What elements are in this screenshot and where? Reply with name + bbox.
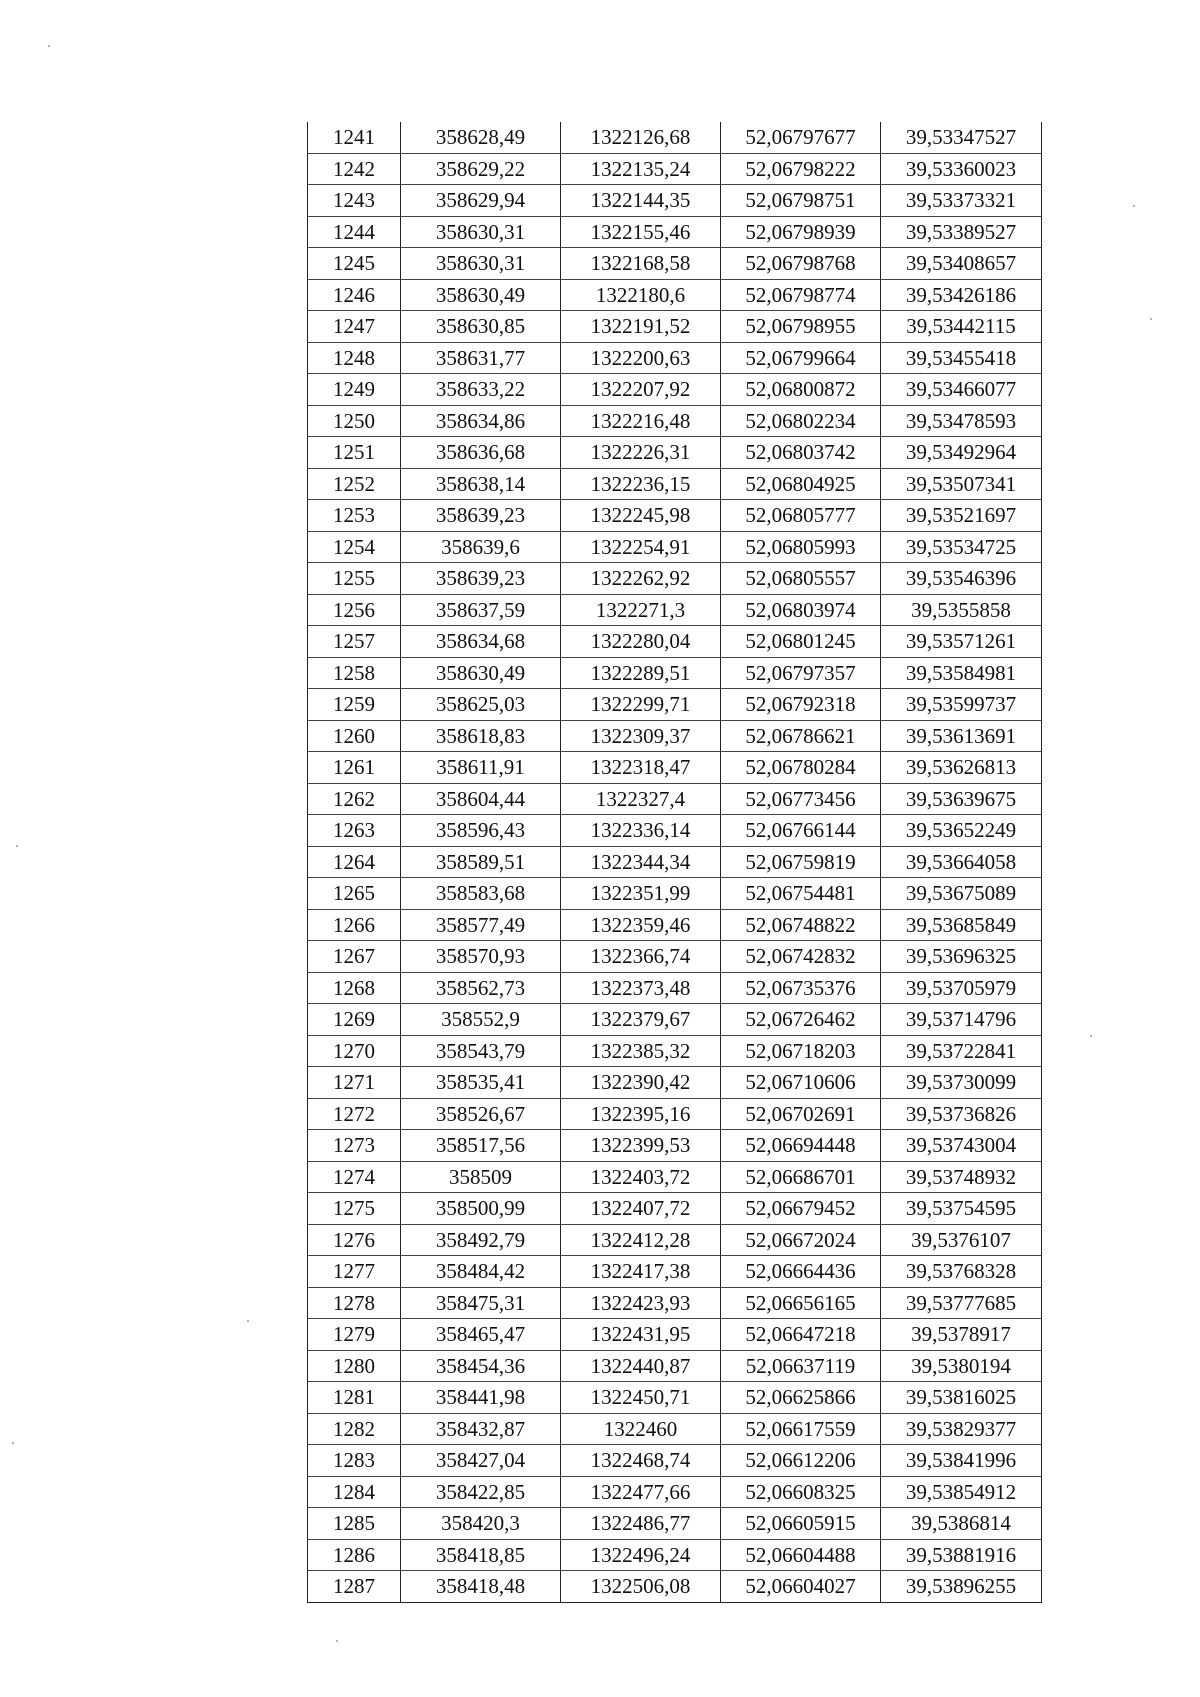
x-coordinate-cell: 358639,23 [401,563,561,595]
latitude-cell: 52,06726462 [721,1004,881,1036]
x-coordinate-cell: 358630,85 [401,311,561,343]
point-number-cell: 1273 [308,1130,401,1162]
longitude-cell: 39,53599737 [881,689,1042,721]
point-number-cell: 1247 [308,311,401,343]
y-coordinate-cell: 1322506,08 [561,1571,721,1603]
longitude-cell: 39,53768328 [881,1256,1042,1288]
point-number-cell: 1249 [308,374,401,406]
longitude-cell: 39,53714796 [881,1004,1042,1036]
table-row [308,563,1042,595]
latitude-cell: 52,06608325 [721,1476,881,1508]
longitude-cell: 39,53664058 [881,846,1042,878]
point-number-cell: 1279 [308,1319,401,1351]
latitude-cell: 52,06801245 [721,626,881,658]
longitude-cell: 39,53455418 [881,342,1042,374]
longitude-cell: 39,53696325 [881,941,1042,973]
table-row [308,909,1042,941]
x-coordinate-cell: 358628,49 [401,122,561,153]
x-coordinate-cell: 358639,6 [401,531,561,563]
point-number-cell: 1243 [308,185,401,217]
x-coordinate-cell: 358630,31 [401,248,561,280]
latitude-cell: 52,06802234 [721,405,881,437]
point-number-cell: 1268 [308,972,401,1004]
x-coordinate-cell: 358418,48 [401,1571,561,1603]
table-row [308,941,1042,973]
longitude-cell: 39,5378917 [881,1319,1042,1351]
point-number-cell: 1277 [308,1256,401,1288]
latitude-cell: 52,06625866 [721,1382,881,1414]
x-coordinate-cell: 358633,22 [401,374,561,406]
scan-speck [1090,1035,1092,1037]
longitude-cell: 39,53652249 [881,815,1042,847]
table-row [308,468,1042,500]
table-row [308,1130,1042,1162]
point-number-cell: 1263 [308,815,401,847]
latitude-cell: 52,06805993 [721,531,881,563]
latitude-cell: 52,06805557 [721,563,881,595]
latitude-cell: 52,06702691 [721,1098,881,1130]
longitude-cell: 39,53748932 [881,1161,1042,1193]
y-coordinate-cell: 1322135,24 [561,153,721,185]
latitude-cell: 52,06612206 [721,1445,881,1477]
point-number-cell: 1274 [308,1161,401,1193]
y-coordinate-cell: 1322412,28 [561,1224,721,1256]
point-number-cell: 1256 [308,594,401,626]
x-coordinate-cell: 358634,68 [401,626,561,658]
y-coordinate-cell: 1322351,99 [561,878,721,910]
table-row [308,878,1042,910]
latitude-cell: 52,06780284 [721,752,881,784]
y-coordinate-cell: 1322262,92 [561,563,721,595]
latitude-cell: 52,06679452 [721,1193,881,1225]
latitude-cell: 52,06804925 [721,468,881,500]
y-coordinate-cell: 1322399,53 [561,1130,721,1162]
scan-speck [1133,205,1135,207]
longitude-cell: 39,53675089 [881,878,1042,910]
point-number-cell: 1284 [308,1476,401,1508]
x-coordinate-cell: 358634,86 [401,405,561,437]
y-coordinate-cell: 1322327,4 [561,783,721,815]
scan-speck [16,845,18,847]
point-number-cell: 1275 [308,1193,401,1225]
y-coordinate-cell: 1322359,46 [561,909,721,941]
latitude-cell: 52,06694448 [721,1130,881,1162]
y-coordinate-cell: 1322180,6 [561,279,721,311]
point-number-cell: 1265 [308,878,401,910]
point-number-cell: 1271 [308,1067,401,1099]
scan-speck [247,1320,249,1322]
table-row [308,531,1042,563]
point-number-cell: 1244 [308,216,401,248]
y-coordinate-cell: 1322245,98 [561,500,721,532]
table-row [308,720,1042,752]
x-coordinate-cell: 358517,56 [401,1130,561,1162]
longitude-cell: 39,53754595 [881,1193,1042,1225]
latitude-cell: 52,06664436 [721,1256,881,1288]
latitude-cell: 52,06773456 [721,783,881,815]
x-coordinate-cell: 358492,79 [401,1224,561,1256]
table-row [308,1508,1042,1540]
x-coordinate-cell: 358611,91 [401,752,561,784]
x-coordinate-cell: 358589,51 [401,846,561,878]
latitude-cell: 52,06759819 [721,846,881,878]
point-number-cell: 1258 [308,657,401,689]
point-number-cell: 1261 [308,752,401,784]
y-coordinate-cell: 1322168,58 [561,248,721,280]
table-row [308,594,1042,626]
y-coordinate-cell: 1322477,66 [561,1476,721,1508]
longitude-cell: 39,53854912 [881,1476,1042,1508]
y-coordinate-cell: 1322271,3 [561,594,721,626]
longitude-cell: 39,53521697 [881,500,1042,532]
point-number-cell: 1242 [308,153,401,185]
longitude-cell: 39,53507341 [881,468,1042,500]
x-coordinate-cell: 358639,23 [401,500,561,532]
point-number-cell: 1267 [308,941,401,973]
longitude-cell: 39,53492964 [881,437,1042,469]
longitude-cell: 39,53408657 [881,248,1042,280]
longitude-cell: 39,53478593 [881,405,1042,437]
longitude-cell: 39,53777685 [881,1287,1042,1319]
x-coordinate-cell: 358636,68 [401,437,561,469]
point-number-cell: 1264 [308,846,401,878]
scan-speck [1150,318,1152,320]
table-row [308,626,1042,658]
latitude-cell: 52,06672024 [721,1224,881,1256]
point-number-cell: 1246 [308,279,401,311]
x-coordinate-cell: 358422,85 [401,1476,561,1508]
point-number-cell: 1254 [308,531,401,563]
longitude-cell: 39,53730099 [881,1067,1042,1099]
x-coordinate-cell: 358500,99 [401,1193,561,1225]
x-coordinate-cell: 358637,59 [401,594,561,626]
longitude-cell: 39,53705979 [881,972,1042,1004]
point-number-cell: 1278 [308,1287,401,1319]
x-coordinate-cell: 358509 [401,1161,561,1193]
latitude-cell: 52,06792318 [721,689,881,721]
x-coordinate-cell: 358583,68 [401,878,561,910]
x-coordinate-cell: 358630,49 [401,657,561,689]
y-coordinate-cell: 1322289,51 [561,657,721,689]
latitude-cell: 52,06800872 [721,374,881,406]
x-coordinate-cell: 358570,93 [401,941,561,973]
y-coordinate-cell: 1322379,67 [561,1004,721,1036]
latitude-cell: 52,06605915 [721,1508,881,1540]
y-coordinate-cell: 1322390,42 [561,1067,721,1099]
x-coordinate-cell: 358596,43 [401,815,561,847]
x-coordinate-cell: 358638,14 [401,468,561,500]
table-row [308,1413,1042,1445]
point-number-cell: 1283 [308,1445,401,1477]
longitude-cell: 39,53546396 [881,563,1042,595]
latitude-cell: 52,06797357 [721,657,881,689]
x-coordinate-cell: 358432,87 [401,1413,561,1445]
x-coordinate-cell: 358427,04 [401,1445,561,1477]
table-row [308,1476,1042,1508]
latitude-cell: 52,06799664 [721,342,881,374]
table-row [308,1287,1042,1319]
y-coordinate-cell: 1322126,68 [561,122,721,153]
x-coordinate-cell: 358484,42 [401,1256,561,1288]
y-coordinate-cell: 1322144,35 [561,185,721,217]
latitude-cell: 52,06604488 [721,1539,881,1571]
y-coordinate-cell: 1322417,38 [561,1256,721,1288]
table-row [308,1004,1042,1036]
y-coordinate-cell: 1322299,71 [561,689,721,721]
point-number-cell: 1287 [308,1571,401,1603]
x-coordinate-cell: 358604,44 [401,783,561,815]
longitude-cell: 39,53613691 [881,720,1042,752]
table-row [308,405,1042,437]
point-number-cell: 1252 [308,468,401,500]
x-coordinate-cell: 358543,79 [401,1035,561,1067]
point-number-cell: 1281 [308,1382,401,1414]
y-coordinate-cell: 1322309,37 [561,720,721,752]
scan-speck [336,1640,338,1642]
latitude-cell: 52,06766144 [721,815,881,847]
table-row [308,1224,1042,1256]
longitude-cell: 39,53736826 [881,1098,1042,1130]
point-number-cell: 1269 [308,1004,401,1036]
x-coordinate-cell: 358441,98 [401,1382,561,1414]
x-coordinate-cell: 358577,49 [401,909,561,941]
point-number-cell: 1255 [308,563,401,595]
table-row [308,1350,1042,1382]
table-row [308,657,1042,689]
y-coordinate-cell: 1322254,91 [561,531,721,563]
y-coordinate-cell: 1322344,34 [561,846,721,878]
table-row [308,500,1042,532]
latitude-cell: 52,06798774 [721,279,881,311]
y-coordinate-cell: 1322496,24 [561,1539,721,1571]
point-number-cell: 1259 [308,689,401,721]
y-coordinate-cell: 1322468,74 [561,1445,721,1477]
longitude-cell: 39,53881916 [881,1539,1042,1571]
table-row [308,1067,1042,1099]
longitude-cell: 39,53829377 [881,1413,1042,1445]
latitude-cell: 52,06798751 [721,185,881,217]
longitude-cell: 39,5355858 [881,594,1042,626]
table-row [308,846,1042,878]
point-number-cell: 1262 [308,783,401,815]
x-coordinate-cell: 358618,83 [401,720,561,752]
x-coordinate-cell: 358526,67 [401,1098,561,1130]
longitude-cell: 39,53685849 [881,909,1042,941]
point-number-cell: 1285 [308,1508,401,1540]
y-coordinate-cell: 1322450,71 [561,1382,721,1414]
latitude-cell: 52,06798939 [721,216,881,248]
longitude-cell: 39,53816025 [881,1382,1042,1414]
x-coordinate-cell: 358465,47 [401,1319,561,1351]
latitude-cell: 52,06797677 [721,122,881,153]
longitude-cell: 39,53389527 [881,216,1042,248]
longitude-cell: 39,53639675 [881,783,1042,815]
latitude-cell: 52,06604027 [721,1571,881,1603]
table-row [308,1382,1042,1414]
longitude-cell: 39,53534725 [881,531,1042,563]
x-coordinate-cell: 358631,77 [401,342,561,374]
longitude-cell: 39,5380194 [881,1350,1042,1382]
point-number-cell: 1276 [308,1224,401,1256]
x-coordinate-cell: 358629,22 [401,153,561,185]
longitude-cell: 39,53896255 [881,1571,1042,1603]
table-row [308,374,1042,406]
table-row [308,1571,1042,1603]
point-number-cell: 1286 [308,1539,401,1571]
latitude-cell: 52,06647218 [721,1319,881,1351]
x-coordinate-cell: 358552,9 [401,1004,561,1036]
scan-speck [12,1442,14,1444]
y-coordinate-cell: 1322200,63 [561,342,721,374]
longitude-cell: 39,53841996 [881,1445,1042,1477]
point-number-cell: 1272 [308,1098,401,1130]
table-row [308,1539,1042,1571]
table-row [308,216,1042,248]
longitude-cell: 39,53584981 [881,657,1042,689]
latitude-cell: 52,06786621 [721,720,881,752]
point-number-cell: 1257 [308,626,401,658]
y-coordinate-cell: 1322407,72 [561,1193,721,1225]
latitude-cell: 52,06798768 [721,248,881,280]
y-coordinate-cell: 1322191,52 [561,311,721,343]
x-coordinate-cell: 358418,85 [401,1539,561,1571]
y-coordinate-cell: 1322226,31 [561,437,721,469]
longitude-cell: 39,53743004 [881,1130,1042,1162]
longitude-cell: 39,53360023 [881,153,1042,185]
table-row [308,752,1042,784]
table-row [308,311,1042,343]
y-coordinate-cell: 1322216,48 [561,405,721,437]
longitude-cell: 39,53373321 [881,185,1042,217]
longitude-cell: 39,53626813 [881,752,1042,784]
longitude-cell: 39,5386814 [881,1508,1042,1540]
x-coordinate-cell: 358562,73 [401,972,561,1004]
table-row [308,1256,1042,1288]
table-row [308,1319,1042,1351]
table-row [308,815,1042,847]
x-coordinate-cell: 358625,03 [401,689,561,721]
y-coordinate-cell: 1322318,47 [561,752,721,784]
y-coordinate-cell: 1322385,32 [561,1035,721,1067]
latitude-cell: 52,06803974 [721,594,881,626]
table-row [308,1035,1042,1067]
y-coordinate-cell: 1322440,87 [561,1350,721,1382]
coordinates-table-body [308,122,1042,1602]
table-row [308,342,1042,374]
y-coordinate-cell: 1322431,95 [561,1319,721,1351]
y-coordinate-cell: 1322366,74 [561,941,721,973]
point-number-cell: 1280 [308,1350,401,1382]
scan-speck [48,45,50,47]
longitude-cell: 39,53722841 [881,1035,1042,1067]
latitude-cell: 52,06805777 [721,500,881,532]
latitude-cell: 52,06735376 [721,972,881,1004]
point-number-cell: 1245 [308,248,401,280]
latitude-cell: 52,06718203 [721,1035,881,1067]
point-number-cell: 1260 [308,720,401,752]
latitude-cell: 52,06656165 [721,1287,881,1319]
point-number-cell: 1266 [308,909,401,941]
point-number-cell: 1270 [308,1035,401,1067]
latitude-cell: 52,06742832 [721,941,881,973]
table-row [308,279,1042,311]
y-coordinate-cell: 1322403,72 [561,1161,721,1193]
point-number-cell: 1248 [308,342,401,374]
longitude-cell: 39,53442115 [881,311,1042,343]
table-row [308,122,1042,153]
point-number-cell: 1251 [308,437,401,469]
longitude-cell: 39,53466077 [881,374,1042,406]
latitude-cell: 52,06686701 [721,1161,881,1193]
x-coordinate-cell: 358629,94 [401,185,561,217]
latitude-cell: 52,06617559 [721,1413,881,1445]
x-coordinate-cell: 358420,3 [401,1508,561,1540]
x-coordinate-cell: 358630,31 [401,216,561,248]
table-row [308,248,1042,280]
longitude-cell: 39,5376107 [881,1224,1042,1256]
y-coordinate-cell: 1322460 [561,1413,721,1445]
point-number-cell: 1253 [308,500,401,532]
x-coordinate-cell: 358475,31 [401,1287,561,1319]
point-number-cell: 1241 [308,122,401,153]
table-row [308,972,1042,1004]
longitude-cell: 39,53426186 [881,279,1042,311]
latitude-cell: 52,06798222 [721,153,881,185]
latitude-cell: 52,06710606 [721,1067,881,1099]
y-coordinate-cell: 1322373,48 [561,972,721,1004]
latitude-cell: 52,06803742 [721,437,881,469]
latitude-cell: 52,06754481 [721,878,881,910]
coordinates-table [307,122,1042,1603]
y-coordinate-cell: 1322336,14 [561,815,721,847]
y-coordinate-cell: 1322236,15 [561,468,721,500]
table-row [308,689,1042,721]
latitude-cell: 52,06637119 [721,1350,881,1382]
y-coordinate-cell: 1322155,46 [561,216,721,248]
table-row [308,1098,1042,1130]
y-coordinate-cell: 1322423,93 [561,1287,721,1319]
point-number-cell: 1282 [308,1413,401,1445]
y-coordinate-cell: 1322395,16 [561,1098,721,1130]
longitude-cell: 39,53347527 [881,122,1042,153]
table-row [308,153,1042,185]
y-coordinate-cell: 1322280,04 [561,626,721,658]
point-number-cell: 1250 [308,405,401,437]
table-row [308,437,1042,469]
y-coordinate-cell: 1322486,77 [561,1508,721,1540]
table-row [308,783,1042,815]
table-row [308,1161,1042,1193]
longitude-cell: 39,53571261 [881,626,1042,658]
x-coordinate-cell: 358535,41 [401,1067,561,1099]
y-coordinate-cell: 1322207,92 [561,374,721,406]
table-row [308,185,1042,217]
latitude-cell: 52,06798955 [721,311,881,343]
table-row [308,1445,1042,1477]
latitude-cell: 52,06748822 [721,909,881,941]
x-coordinate-cell: 358454,36 [401,1350,561,1382]
x-coordinate-cell: 358630,49 [401,279,561,311]
table-row [308,1193,1042,1225]
